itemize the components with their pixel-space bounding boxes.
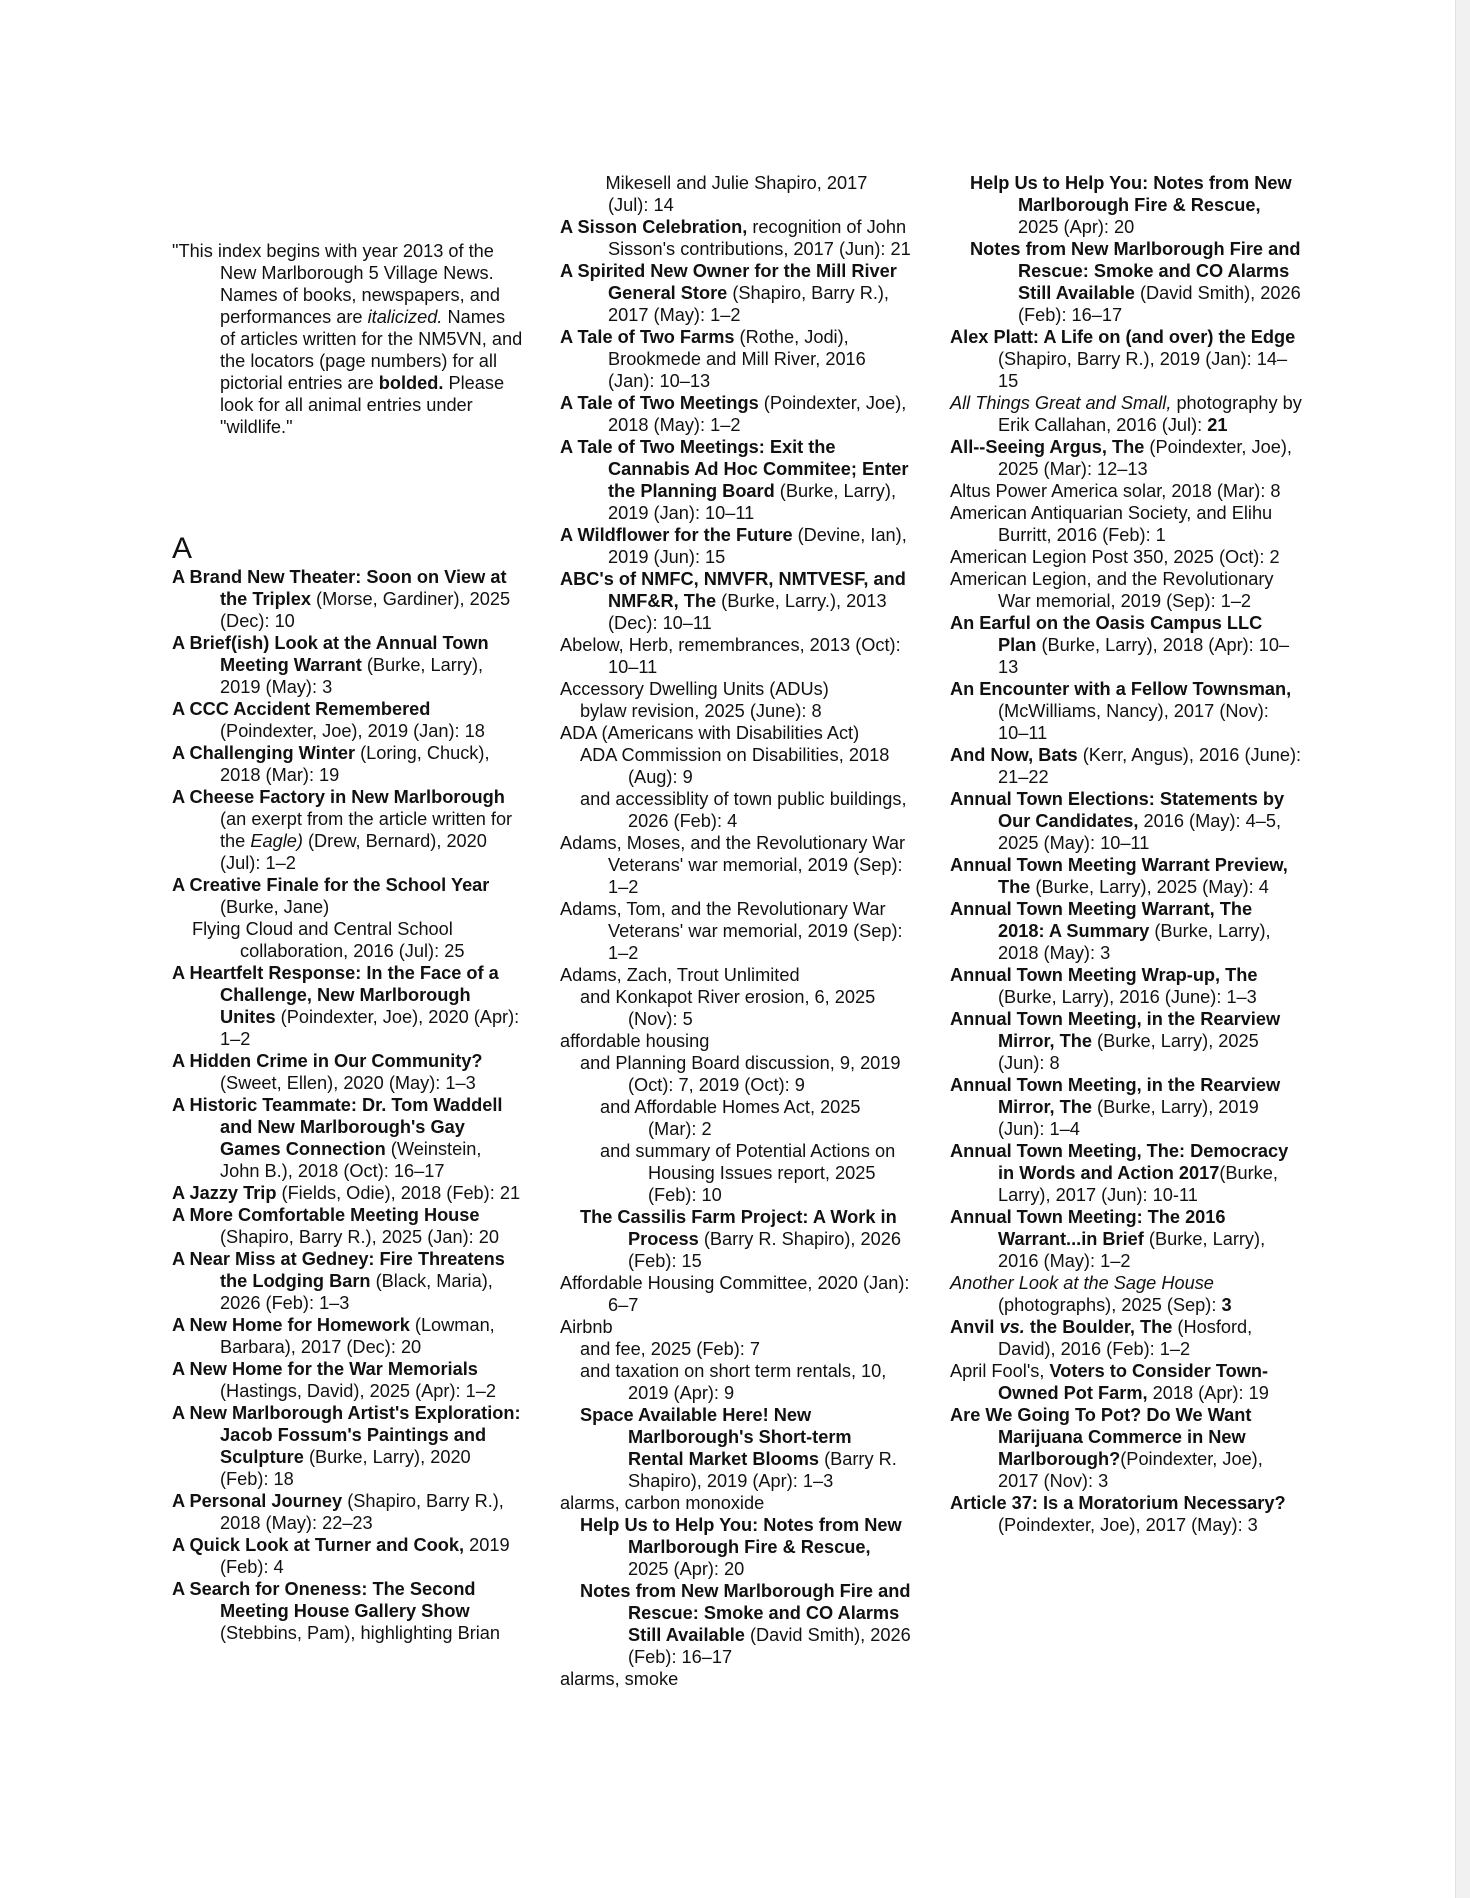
text-run: Notes from New Marlborough Fire and Rescue: Smoke and CO Alarms Still Available <box>970 239 1301 303</box>
text-run: (Barry R. Shapiro), 2019 (Apr): 1–3 <box>628 1449 897 1491</box>
text-run: (Kerr, Angus), 2016 (June): 21–22 <box>998 745 1302 787</box>
text-run: Alex Platt: A Life on (and over) the Edge <box>950 327 1296 347</box>
text-run: Adams, Zach, Trout Unlimited <box>560 965 800 985</box>
index-entry <box>950 502 1302 546</box>
text-run: and summary of Potential Actions on Housing Issues report, 2025 (Feb): 10 <box>600 1141 896 1205</box>
index-entry <box>950 568 1302 612</box>
index-entry <box>172 1204 524 1248</box>
text-run: the Boulder, The <box>1024 1317 1173 1337</box>
index-subentry <box>560 1206 912 1272</box>
text-run: (Shapiro, Barry R.), 2017 (May): 1–2 <box>608 283 889 325</box>
index-entry <box>172 1490 524 1534</box>
text-run: 2019 (Feb): 4 <box>220 1535 510 1577</box>
index-entry <box>172 1248 524 1314</box>
index-column-1 <box>172 172 524 1644</box>
index-entry <box>172 1578 524 1644</box>
text-run: A Tale of Two Farms <box>560 327 735 347</box>
index-entry <box>560 326 912 392</box>
text-run: (Hastings, David), 2025 (Apr): 1–2 <box>220 1381 496 1401</box>
text-run: (Weinstein, John B.), 2018 (Oct): 16–17 <box>220 1139 482 1181</box>
index-entry <box>950 1492 1302 1536</box>
index-entry <box>560 1668 912 1690</box>
index-entry <box>172 1358 524 1402</box>
text-run: (Hosford, David), 2016 (Feb): 1–2 <box>998 1317 1253 1359</box>
index-entry <box>950 546 1302 568</box>
index-introduction <box>172 240 524 438</box>
text-run: vs. <box>999 1317 1025 1337</box>
text-run: (Burke, Larry), 2018 (Apr): 10–13 <box>998 635 1290 677</box>
text-run: A Tale of Two Meetings: Exit the Cannabis Ad Hoc Commitee; Enter the Planning Board <box>560 437 909 501</box>
text-run: (Burke, Larry), 2020 (Feb): 18 <box>220 1447 471 1489</box>
index-entry <box>172 1314 524 1358</box>
text-run: Annual Town Meeting, in the Rearview Mirror, The <box>950 1009 1281 1051</box>
index-entry <box>560 1492 912 1514</box>
index-entry <box>950 436 1302 480</box>
text-run: (Barry R. Shapiro), 2026 (Feb): 15 <box>628 1229 901 1271</box>
text-run: and accessiblity of town public buildings, 2026 (Feb): 4 <box>580 789 907 831</box>
text-run: (Shapiro, Barry R.), 2018 (May): 22–23 <box>220 1491 504 1533</box>
text-run: (Shapiro, Barry R.), 2019 (Jan): 14–15 <box>998 349 1288 391</box>
text-run: (Burke, Larry), 2025 (Jun): 8 <box>998 1031 1259 1073</box>
text-run: Eagle) <box>250 831 303 851</box>
text-run: (photographs), 2025 (Sep): <box>998 1295 1222 1315</box>
text-run: Please look for all animal entries under "wildlife." <box>220 373 505 437</box>
text-run: and Konkapot River erosion, 6, 2025 (Nov): 5 <box>580 987 876 1029</box>
text-run: (Poindexter, Joe), 2025 (Mar): 12–13 <box>998 437 1292 479</box>
text-run: bolded. <box>378 373 444 393</box>
text-run: 2025 (Apr): 20 <box>628 1559 745 1579</box>
text-run: A Hidden Crime in Our Community? <box>172 1051 483 1071</box>
text-run: Annual Town Meeting, The: Democracy in Words and Action 2017 <box>950 1141 1289 1183</box>
text-run: (Poindexter, Joe), 2018 (May): 1–2 <box>608 393 907 435</box>
text-run: Article 37: Is a Moratorium Necessary? <box>950 1493 1286 1513</box>
text-run: A Spirited New Owner for the Mill River General Store <box>560 261 897 303</box>
index-subentry <box>560 1140 912 1206</box>
text-run: Space Available Here! New Marlborough's Short-term Rental Market Blooms <box>580 1405 852 1469</box>
text-run: (Drew, Bernard), 2020 (Jul): 1–2 <box>220 831 487 873</box>
text-run: alarms, smoke <box>560 1669 679 1689</box>
text-run: (Poindexter, Joe), 2017 (Nov): 3 <box>998 1449 1263 1491</box>
text-run: (Morse, Gardiner), 2025 (Dec): 10 <box>220 589 511 631</box>
text-run: 21 <box>1207 415 1228 435</box>
text-run: and fee, 2025 (Feb): 7 <box>580 1339 760 1359</box>
text-run: (Fields, Odie), 2018 (Feb): 21 <box>276 1183 521 1203</box>
text-run: (Burke, Larry.), 2013 (Dec): 10–11 <box>608 591 887 633</box>
text-run: photography by Erik Callahan, 2016 (Jul): <box>998 393 1302 435</box>
text-run: An Earful on the Oasis Campus LLC Plan <box>950 613 1263 655</box>
text-run: A Challenging Winter <box>172 743 356 763</box>
index-entry <box>560 1272 912 1316</box>
text-run: (Burke, Larry), 2019 (Jun): 1–4 <box>998 1097 1259 1139</box>
text-run: An Encounter with a Fellow Townsman, <box>950 679 1292 699</box>
index-entry <box>172 874 524 918</box>
text-run: A More Comfortable Meeting House <box>172 1205 480 1225</box>
index-subentry <box>172 918 524 962</box>
text-run: A Creative Finale for the School Year <box>172 875 490 895</box>
text-run: (Burke, Larry), 2017 (Jun): 10-11 <box>998 1163 1278 1205</box>
index-entry <box>560 678 912 700</box>
index-column-2 <box>560 172 912 1690</box>
text-run: A Heartfelt Response: In the Face of a Challenge, New Marlborough Unites <box>172 963 499 1027</box>
text-run: A Tale of Two Meetings <box>560 393 759 413</box>
text-run: Notes from New Marlborough Fire and Rescue: Smoke and CO Alarms Still Available <box>580 1581 911 1645</box>
text-run: bylaw revision, 2025 (June): 8 <box>580 701 822 721</box>
index-entry <box>950 1206 1302 1272</box>
index-entry <box>560 722 912 744</box>
text-run: A Brand New Theater: Soon on View at the Triplex <box>172 567 507 609</box>
index-entry <box>172 1402 524 1490</box>
index-entry <box>560 524 912 568</box>
text-run: (Sweet, Ellen), 2020 (May): 1–3 <box>220 1073 476 1093</box>
text-run: affordable housing <box>560 1031 710 1051</box>
index-subentry <box>560 986 912 1030</box>
index-entry <box>560 832 912 898</box>
index-entry <box>950 612 1302 678</box>
index-entry <box>172 566 524 632</box>
index-column-3 <box>950 172 1302 1536</box>
text-run: Annual Town Meeting Warrant Preview, The <box>950 855 1288 897</box>
text-run: and Planning Board discussion, 9, 2019 (Oct): 7, 2019 (Oct): 9 <box>580 1053 901 1095</box>
text-run: recognition of John Sisson's contributions, 2017 (Jun): 21 <box>608 217 911 259</box>
index-subentry <box>560 1052 912 1096</box>
text-run: A Wildflower for the Future <box>560 525 793 545</box>
index-subentry <box>560 1404 912 1492</box>
text-run: ABC's of NMFC, NMVFR, NMTVESF, and NMF&R, The <box>560 569 906 611</box>
index-entry <box>950 1360 1302 1404</box>
text-run: 3 <box>1221 1295 1232 1315</box>
text-run: Anvil <box>950 1317 1000 1337</box>
text-run: (McWilliams, Nancy), 2017 (Nov): 10–11 <box>998 701 1269 743</box>
text-run: A Quick Look at Turner and Cook, <box>172 1535 465 1555</box>
text-run: Annual Town Elections: Statements by Our Candidates, <box>950 789 1285 831</box>
text-run: Altus Power America solar, 2018 (Mar): 8 <box>950 481 1281 501</box>
text-run: And Now, Bats <box>950 745 1078 765</box>
text-run: (Lowman, Barbara), 2017 (Dec): 20 <box>220 1315 495 1357</box>
text-run: Accessory Dwelling Units (ADUs) <box>560 679 829 699</box>
index-entry <box>950 788 1302 854</box>
index-entry-list <box>950 172 1302 1536</box>
index-subentry <box>560 1096 912 1140</box>
text-run: "This index begins with year 2013 of the New Marlborough 5 Village News. Names of books, newspapers, and performances are <box>172 241 501 327</box>
text-run: Another Look at the Sage House <box>950 1273 1214 1293</box>
index-entry <box>560 964 912 986</box>
index-entry <box>172 742 524 786</box>
text-run: (Burke, Larry), 2018 (May): 3 <box>998 921 1271 963</box>
window-edge <box>1455 0 1470 1898</box>
index-entry <box>172 1050 524 1094</box>
text-run: (Poindexter, Joe), 2017 (May): 3 <box>998 1515 1258 1535</box>
text-run: All Things Great and Small, <box>950 393 1172 413</box>
index-entry <box>560 392 912 436</box>
index-subentry <box>950 238 1302 326</box>
text-run: All--Seeing Argus, The <box>950 437 1145 457</box>
text-run: ADA Commission on Disabilities, 2018 (Aug): 9 <box>580 745 890 787</box>
text-run: and Affordable Homes Act, 2025 (Mar): 2 <box>600 1097 861 1139</box>
text-run: Affordable Housing Committee, 2020 (Jan): 6–7 <box>560 1273 910 1315</box>
index-entry <box>950 678 1302 744</box>
index-subentry <box>560 700 912 722</box>
text-run: Flying Cloud and Central School collaboration, 2016 (Jul): 25 <box>192 919 465 961</box>
index-entry <box>950 480 1302 502</box>
index-subentry <box>560 744 912 788</box>
text-run: The Cassilis Farm Project: A Work in Process <box>580 1207 897 1249</box>
index-entry <box>560 568 912 634</box>
text-run: (Poindexter, Joe), 2020 (Apr): 1–2 <box>220 1007 520 1049</box>
text-run: (David Smith), 2026 (Feb): 16–17 <box>628 1625 911 1667</box>
text-run: Airbnb <box>560 1317 613 1337</box>
index-subentry <box>560 1360 912 1404</box>
text-run: A Near Miss at Gedney: Fire Threatens the Lodging Barn <box>172 1249 505 1291</box>
text-run: 2025 (Apr): 20 <box>1018 217 1135 237</box>
text-run: and taxation on short term rentals, 10, 2019 (Apr): 9 <box>580 1361 887 1403</box>
index-entry <box>560 172 912 216</box>
index-entry <box>560 436 912 524</box>
text-run: A Jazzy Trip <box>172 1183 277 1203</box>
text-run: (Black, Maria), 2026 (Feb): 1–3 <box>220 1271 493 1313</box>
text-run: A Cheese Factory in New Marlborough <box>172 787 505 807</box>
text-run: April Fool's, <box>950 1361 1050 1381</box>
text-run: (Burke, Larry), 2019 (Jan): 10–11 <box>608 481 897 523</box>
text-run: (Burke, Jane) <box>220 897 330 917</box>
text-run: American Legion, and the Revolutionary War memorial, 2019 (Sep): 1–2 <box>950 569 1274 611</box>
text-run: Help Us to Help You: Notes from New Marlborough Fire & Rescue, <box>970 173 1292 215</box>
index-subentry <box>950 172 1302 238</box>
index-entry <box>950 964 1302 1008</box>
index-entry <box>560 216 912 260</box>
text-run: (Stebbins, Pam), highlighting Brian <box>220 1623 501 1643</box>
text-run: Abelow, Herb, remembrances, 2013 (Oct): 10–11 <box>560 635 901 677</box>
text-run: 2018 (Apr): 19 <box>1147 1383 1269 1403</box>
text-run: American Legion Post 350, 2025 (Oct): 2 <box>950 547 1280 567</box>
text-run: A Personal Journey <box>172 1491 343 1511</box>
index-entry <box>950 898 1302 964</box>
text-run: Annual Town Meeting Warrant, The 2018: A Summary <box>950 899 1253 941</box>
index-entry <box>560 1316 912 1338</box>
text-run: Adams, Tom, and the Revolutionary War Veterans' war memorial, 2019 (Sep): 1–2 <box>560 899 903 963</box>
text-run: Annual Town Meeting Wrap-up, The <box>950 965 1258 985</box>
text-run: A Brief(ish) Look at the Annual Town Meeting Warrant <box>172 633 489 675</box>
index-entry <box>172 962 524 1050</box>
text-run: Annual Town Meeting: The 2016 Warrant...in Brief <box>950 1207 1226 1249</box>
text-run: (Loring, Chuck), 2018 (Mar): 19 <box>220 743 490 785</box>
index-entry <box>560 1030 912 1052</box>
text-run: A New Marlborough Artist's Exploration: Jacob Fossum's Paintings and Sculpture <box>172 1403 521 1467</box>
index-entry <box>950 854 1302 898</box>
index-entry <box>560 898 912 964</box>
index-entry <box>950 1074 1302 1140</box>
text-run: (Burke, Larry), 2016 (May): 1–2 <box>998 1229 1266 1271</box>
index-entry <box>950 392 1302 436</box>
text-run: A New Home for Homework <box>172 1315 410 1335</box>
text-run: American Antiquarian Society, and Elihu Burritt, 2016 (Feb): 1 <box>950 503 1273 545</box>
text-run: italicized. <box>367 307 443 327</box>
index-entry <box>950 1008 1302 1074</box>
text-run: (Burke, Larry), 2025 (May): 4 <box>1030 877 1269 897</box>
text-run: (Shapiro, Barry R.), 2025 (Jan): 20 <box>220 1227 499 1247</box>
index-entry <box>172 786 524 874</box>
index-entry <box>950 1140 1302 1206</box>
text-run: Names of articles written for the NM5VN, and the locators (page numbers) for all pictorial entries are <box>220 307 523 393</box>
text-run: Annual Town Meeting, in the Rearview Mirror, The <box>950 1075 1281 1117</box>
index-entry <box>560 634 912 678</box>
index-entry <box>950 1272 1302 1316</box>
text-run: ADA (Americans with Disabilities Act) <box>560 723 860 743</box>
index-entry <box>172 1182 524 1204</box>
index-entry <box>172 1094 524 1182</box>
index-entry-list <box>172 566 524 1644</box>
index-entry <box>950 1316 1302 1360</box>
text-run: Help Us to Help You: Notes from New Marlborough Fire & Rescue, <box>580 1515 902 1557</box>
text-run: (David Smith), 2026 (Feb): 16–17 <box>1018 283 1301 325</box>
index-entry <box>950 744 1302 788</box>
text-run: A Search for Oneness: The Second Meeting House Gallery Show <box>172 1579 476 1621</box>
index-subentry <box>560 1338 912 1360</box>
text-run: (Burke, Larry), 2019 (May): 3 <box>220 655 484 697</box>
text-run: (an exerpt from the article written for the <box>220 809 513 851</box>
text-run: 2016 (May): 4–5, 2025 (May): 10–11 <box>998 811 1282 853</box>
index-entry <box>172 698 524 742</box>
index-subentry <box>560 1514 912 1580</box>
index-entry <box>172 1534 524 1578</box>
text-run: Adams, Moses, and the Revolutionary War Veterans' war memorial, 2019 (Sep): 1–2 <box>560 833 906 897</box>
index-entry <box>950 1404 1302 1492</box>
text-run: Are We Going To Pot? Do We Want Marijuana Commerce in New Marlborough? <box>950 1405 1252 1469</box>
index-entry <box>560 260 912 326</box>
text-run: (Poindexter, Joe), 2019 (Jan): 18 <box>220 721 485 741</box>
index-subentry <box>560 1580 912 1668</box>
text-run: A CCC Accident Remembered <box>172 699 431 719</box>
index-entry <box>950 326 1302 392</box>
index-entry <box>172 632 524 698</box>
text-run: A New Home for the War Memorials <box>172 1359 478 1379</box>
text-run: Voters to Consider Town-Owned Pot Farm, <box>998 1361 1269 1403</box>
section-letter: A <box>172 532 193 565</box>
text-run: (Rothe, Jodi), Brookmede and Mill River, 2016 (Jan): 10–13 <box>608 327 866 391</box>
text-run: A Sisson Celebration, <box>560 217 748 237</box>
text-run: A Historic Teammate: Dr. Tom Waddell and New Marlborough's Gay Games Connection <box>172 1095 503 1159</box>
text-run: alarms, carbon monoxide <box>560 1493 765 1513</box>
index-entry-list <box>560 172 912 1690</box>
text-run: (Burke, Larry), 2016 (June): 1–3 <box>998 987 1257 1007</box>
text-run: Mikesell and Julie Shapiro, 2017 (Jul): 14 <box>560 173 868 215</box>
index-subentry <box>560 788 912 832</box>
text-run: (Devine, Ian), 2019 (Jun): 15 <box>608 525 907 567</box>
